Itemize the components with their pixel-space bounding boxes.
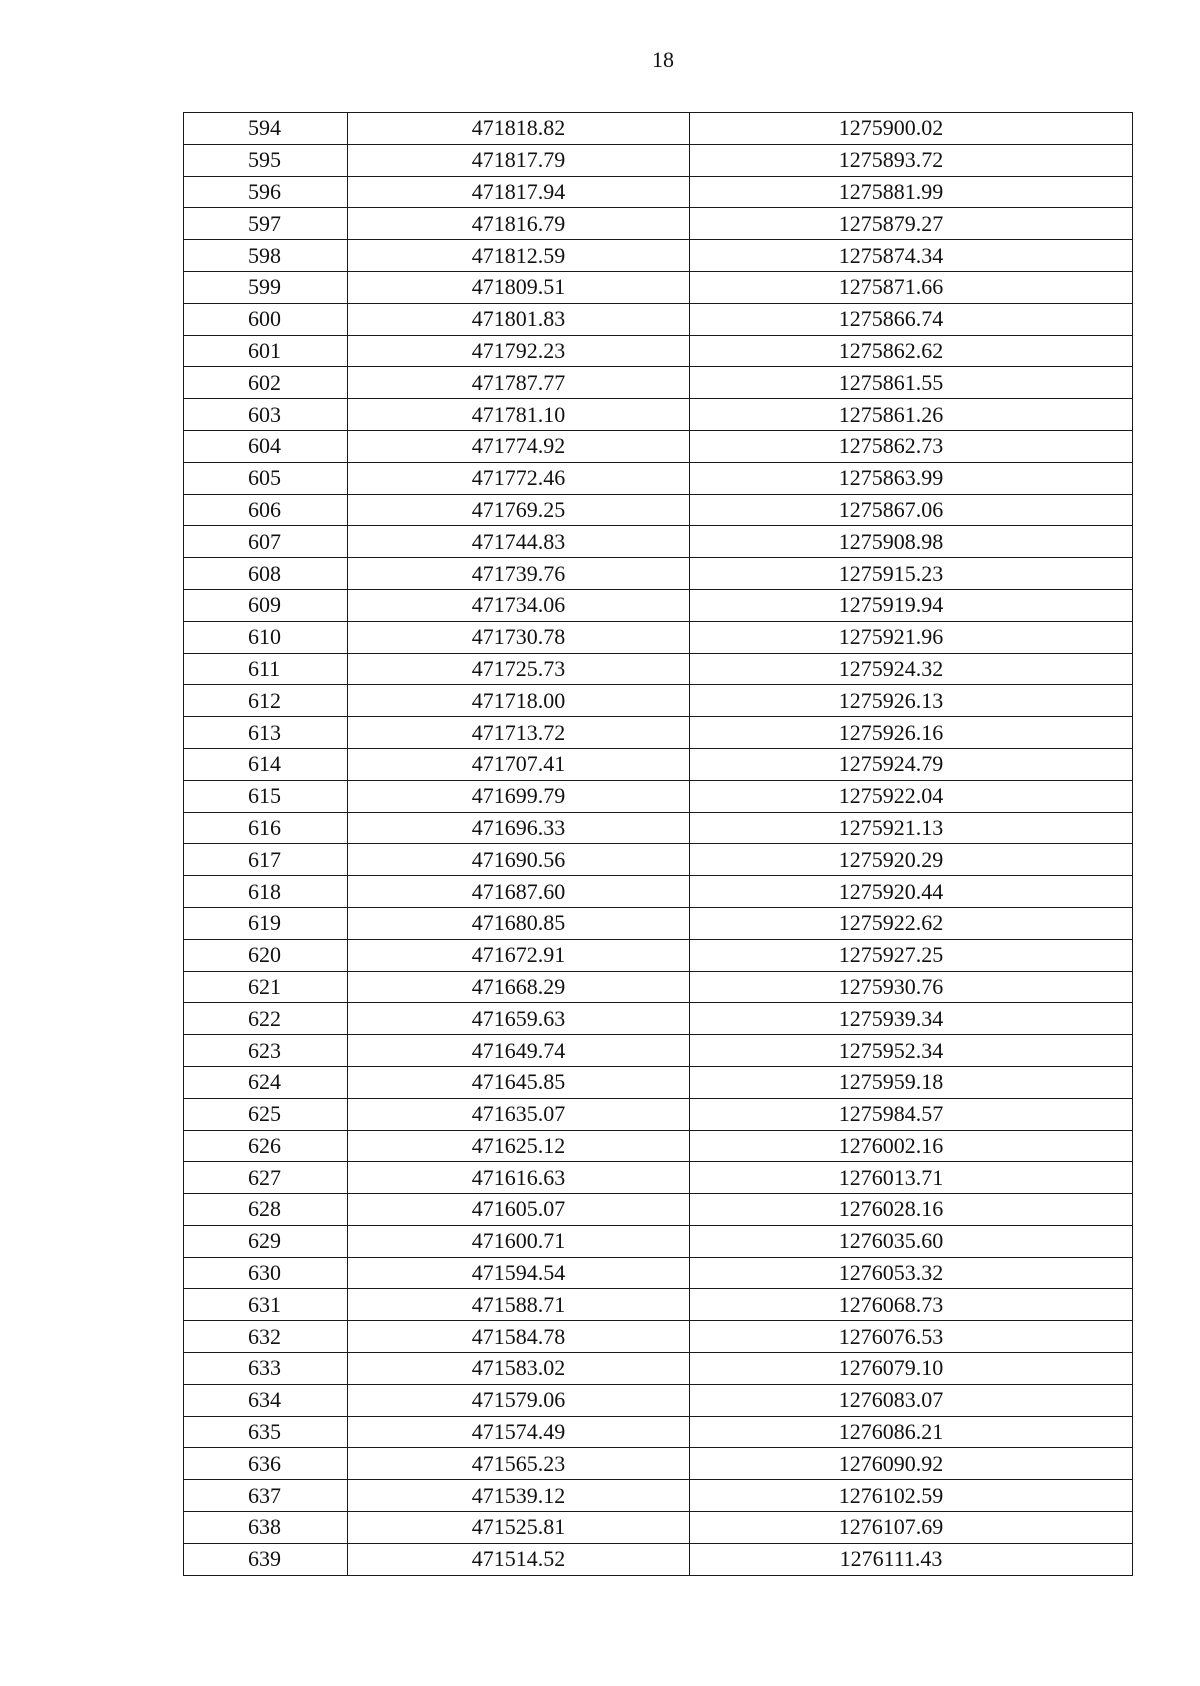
x-coordinate-cell: 471525.81 [348, 1512, 690, 1544]
point-number-cell: 616 [184, 812, 348, 844]
point-number-cell: 639 [184, 1543, 348, 1575]
y-coordinate-cell: 1276090.92 [690, 1448, 1133, 1480]
point-number-cell: 633 [184, 1353, 348, 1385]
point-number-cell: 619 [184, 907, 348, 939]
table-row [184, 144, 1133, 176]
point-number-cell: 607 [184, 526, 348, 558]
y-coordinate-cell: 1276068.73 [690, 1289, 1133, 1321]
table-row [184, 303, 1133, 335]
y-coordinate-cell: 1275922.04 [690, 780, 1133, 812]
point-number-cell: 635 [184, 1416, 348, 1448]
y-coordinate-cell: 1275922.62 [690, 907, 1133, 939]
coordinate-table [183, 112, 1133, 1576]
point-number-cell: 606 [184, 494, 348, 526]
y-coordinate-cell: 1275930.76 [690, 971, 1133, 1003]
table-row [184, 844, 1133, 876]
table-row [184, 367, 1133, 399]
table-row [184, 1321, 1133, 1353]
point-number-cell: 602 [184, 367, 348, 399]
table-row [184, 462, 1133, 494]
table-row [184, 1512, 1133, 1544]
table-row [184, 717, 1133, 749]
y-coordinate-cell: 1276079.10 [690, 1353, 1133, 1385]
table-row [184, 939, 1133, 971]
point-number-cell: 597 [184, 208, 348, 240]
y-coordinate-cell: 1276013.71 [690, 1162, 1133, 1194]
y-coordinate-cell: 1276083.07 [690, 1384, 1133, 1416]
table-row [184, 812, 1133, 844]
table-row [184, 1225, 1133, 1257]
table-row [184, 1543, 1133, 1575]
point-number-cell: 609 [184, 589, 348, 621]
y-coordinate-cell: 1275927.25 [690, 939, 1133, 971]
table-row [184, 1130, 1133, 1162]
x-coordinate-cell: 471713.72 [348, 717, 690, 749]
x-coordinate-cell: 471744.83 [348, 526, 690, 558]
y-coordinate-cell: 1276076.53 [690, 1321, 1133, 1353]
table-row [184, 240, 1133, 272]
point-number-cell: 603 [184, 399, 348, 431]
x-coordinate-cell: 471659.63 [348, 1003, 690, 1035]
y-coordinate-cell: 1275921.13 [690, 812, 1133, 844]
table-row [184, 780, 1133, 812]
table-row [184, 1353, 1133, 1385]
x-coordinate-cell: 471809.51 [348, 271, 690, 303]
x-coordinate-cell: 471718.00 [348, 685, 690, 717]
point-number-cell: 611 [184, 653, 348, 685]
point-number-cell: 614 [184, 748, 348, 780]
x-coordinate-cell: 471605.07 [348, 1194, 690, 1226]
point-number-cell: 629 [184, 1225, 348, 1257]
x-coordinate-cell: 471725.73 [348, 653, 690, 685]
table-row [184, 907, 1133, 939]
x-coordinate-cell: 471645.85 [348, 1066, 690, 1098]
table-row [184, 1289, 1133, 1321]
table-row [184, 685, 1133, 717]
y-coordinate-cell: 1275893.72 [690, 144, 1133, 176]
table-row [184, 1066, 1133, 1098]
y-coordinate-cell: 1275926.16 [690, 717, 1133, 749]
table-row [184, 1257, 1133, 1289]
x-coordinate-cell: 471792.23 [348, 335, 690, 367]
table-row [184, 1448, 1133, 1480]
x-coordinate-cell: 471781.10 [348, 399, 690, 431]
y-coordinate-cell: 1275900.02 [690, 113, 1133, 145]
point-number-cell: 637 [184, 1480, 348, 1512]
y-coordinate-cell: 1275915.23 [690, 558, 1133, 590]
point-number-cell: 631 [184, 1289, 348, 1321]
point-number-cell: 624 [184, 1066, 348, 1098]
table-row [184, 1098, 1133, 1130]
y-coordinate-cell: 1275871.66 [690, 271, 1133, 303]
table-row [184, 113, 1133, 145]
y-coordinate-cell: 1276107.69 [690, 1512, 1133, 1544]
point-number-cell: 596 [184, 176, 348, 208]
x-coordinate-cell: 471539.12 [348, 1480, 690, 1512]
table-row [184, 430, 1133, 462]
x-coordinate-cell: 471812.59 [348, 240, 690, 272]
point-number-cell: 601 [184, 335, 348, 367]
x-coordinate-cell: 471818.82 [348, 113, 690, 145]
x-coordinate-cell: 471687.60 [348, 876, 690, 908]
y-coordinate-cell: 1276102.59 [690, 1480, 1133, 1512]
x-coordinate-cell: 471672.91 [348, 939, 690, 971]
x-coordinate-cell: 471594.54 [348, 1257, 690, 1289]
table-row [184, 1480, 1133, 1512]
x-coordinate-cell: 471769.25 [348, 494, 690, 526]
y-coordinate-cell: 1275919.94 [690, 589, 1133, 621]
x-coordinate-cell: 471772.46 [348, 462, 690, 494]
point-number-cell: 599 [184, 271, 348, 303]
x-coordinate-cell: 471817.79 [348, 144, 690, 176]
point-number-cell: 617 [184, 844, 348, 876]
point-number-cell: 634 [184, 1384, 348, 1416]
y-coordinate-cell: 1275861.26 [690, 399, 1133, 431]
table-body [184, 113, 1133, 1576]
x-coordinate-cell: 471730.78 [348, 621, 690, 653]
x-coordinate-cell: 471801.83 [348, 303, 690, 335]
x-coordinate-cell: 471565.23 [348, 1448, 690, 1480]
page-number: 18 [652, 47, 674, 72]
point-number-cell: 628 [184, 1194, 348, 1226]
x-coordinate-cell: 471583.02 [348, 1353, 690, 1385]
y-coordinate-cell: 1275984.57 [690, 1098, 1133, 1130]
point-number-cell: 630 [184, 1257, 348, 1289]
point-number-cell: 627 [184, 1162, 348, 1194]
y-coordinate-cell: 1276086.21 [690, 1416, 1133, 1448]
x-coordinate-cell: 471774.92 [348, 430, 690, 462]
y-coordinate-cell: 1275924.79 [690, 748, 1133, 780]
point-number-cell: 613 [184, 717, 348, 749]
y-coordinate-cell: 1276111.43 [690, 1543, 1133, 1575]
y-coordinate-cell: 1276035.60 [690, 1225, 1133, 1257]
point-number-cell: 598 [184, 240, 348, 272]
point-number-cell: 605 [184, 462, 348, 494]
y-coordinate-cell: 1275939.34 [690, 1003, 1133, 1035]
y-coordinate-cell: 1275908.98 [690, 526, 1133, 558]
y-coordinate-cell: 1275881.99 [690, 176, 1133, 208]
table-row [184, 1384, 1133, 1416]
point-number-cell: 625 [184, 1098, 348, 1130]
y-coordinate-cell: 1275866.74 [690, 303, 1133, 335]
y-coordinate-cell: 1275879.27 [690, 208, 1133, 240]
x-coordinate-cell: 471734.06 [348, 589, 690, 621]
x-coordinate-cell: 471616.63 [348, 1162, 690, 1194]
point-number-cell: 595 [184, 144, 348, 176]
table-row [184, 1416, 1133, 1448]
point-number-cell: 623 [184, 1035, 348, 1067]
x-coordinate-cell: 471588.71 [348, 1289, 690, 1321]
table-row [184, 208, 1133, 240]
y-coordinate-cell: 1275926.13 [690, 685, 1133, 717]
y-coordinate-cell: 1275863.99 [690, 462, 1133, 494]
point-number-cell: 608 [184, 558, 348, 590]
x-coordinate-cell: 471649.74 [348, 1035, 690, 1067]
table-row [184, 1162, 1133, 1194]
point-number-cell: 615 [184, 780, 348, 812]
point-number-cell: 612 [184, 685, 348, 717]
table-row [184, 971, 1133, 1003]
x-coordinate-cell: 471514.52 [348, 1543, 690, 1575]
x-coordinate-cell: 471707.41 [348, 748, 690, 780]
table-row [184, 1003, 1133, 1035]
table-row [184, 1194, 1133, 1226]
x-coordinate-cell: 471584.78 [348, 1321, 690, 1353]
x-coordinate-cell: 471625.12 [348, 1130, 690, 1162]
point-number-cell: 600 [184, 303, 348, 335]
point-number-cell: 610 [184, 621, 348, 653]
x-coordinate-cell: 471600.71 [348, 1225, 690, 1257]
table-row [184, 176, 1133, 208]
table-row [184, 748, 1133, 780]
y-coordinate-cell: 1276053.32 [690, 1257, 1133, 1289]
x-coordinate-cell: 471696.33 [348, 812, 690, 844]
table-row [184, 399, 1133, 431]
point-number-cell: 636 [184, 1448, 348, 1480]
point-number-cell: 626 [184, 1130, 348, 1162]
table-row [184, 494, 1133, 526]
point-number-cell: 621 [184, 971, 348, 1003]
point-number-cell: 638 [184, 1512, 348, 1544]
y-coordinate-cell: 1275862.73 [690, 430, 1133, 462]
x-coordinate-cell: 471699.79 [348, 780, 690, 812]
y-coordinate-cell: 1275924.32 [690, 653, 1133, 685]
y-coordinate-cell: 1275861.55 [690, 367, 1133, 399]
x-coordinate-cell: 471668.29 [348, 971, 690, 1003]
x-coordinate-cell: 471574.49 [348, 1416, 690, 1448]
point-number-cell: 632 [184, 1321, 348, 1353]
table-row [184, 589, 1133, 621]
table-row [184, 621, 1133, 653]
y-coordinate-cell: 1276002.16 [690, 1130, 1133, 1162]
x-coordinate-cell: 471579.06 [348, 1384, 690, 1416]
table-row [184, 876, 1133, 908]
table-row [184, 653, 1133, 685]
y-coordinate-cell: 1275920.44 [690, 876, 1133, 908]
point-number-cell: 620 [184, 939, 348, 971]
table-row [184, 558, 1133, 590]
point-number-cell: 594 [184, 113, 348, 145]
x-coordinate-cell: 471787.77 [348, 367, 690, 399]
table-row [184, 526, 1133, 558]
x-coordinate-cell: 471816.79 [348, 208, 690, 240]
table-row [184, 1035, 1133, 1067]
y-coordinate-cell: 1275921.96 [690, 621, 1133, 653]
x-coordinate-cell: 471680.85 [348, 907, 690, 939]
point-number-cell: 618 [184, 876, 348, 908]
y-coordinate-cell: 1275952.34 [690, 1035, 1133, 1067]
y-coordinate-cell: 1276028.16 [690, 1194, 1133, 1226]
y-coordinate-cell: 1275862.62 [690, 335, 1133, 367]
point-number-cell: 604 [184, 430, 348, 462]
y-coordinate-cell: 1275867.06 [690, 494, 1133, 526]
point-number-cell: 622 [184, 1003, 348, 1035]
y-coordinate-cell: 1275959.18 [690, 1066, 1133, 1098]
x-coordinate-cell: 471817.94 [348, 176, 690, 208]
x-coordinate-cell: 471635.07 [348, 1098, 690, 1130]
x-coordinate-cell: 471739.76 [348, 558, 690, 590]
y-coordinate-cell: 1275920.29 [690, 844, 1133, 876]
y-coordinate-cell: 1275874.34 [690, 240, 1133, 272]
table-row [184, 335, 1133, 367]
x-coordinate-cell: 471690.56 [348, 844, 690, 876]
table-row [184, 271, 1133, 303]
